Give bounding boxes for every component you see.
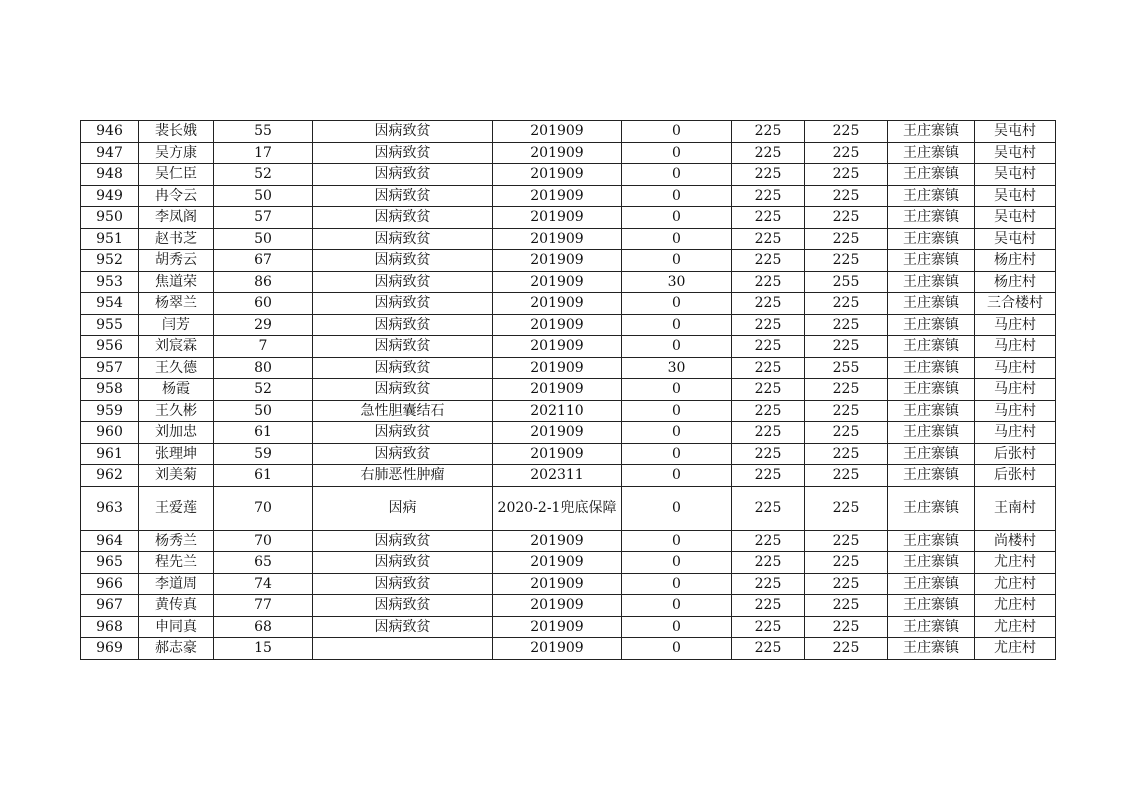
reason-cell: 因病致贫	[313, 530, 493, 552]
name-cell: 杨霞	[139, 379, 214, 401]
town-cell: 王庄寨镇	[888, 638, 975, 660]
extra-amount-cell: 0	[622, 422, 732, 444]
total-amount-cell: 225	[805, 142, 888, 164]
village-cell: 杨庄村	[975, 250, 1056, 272]
base-amount-cell: 225	[732, 443, 805, 465]
date-cell: 201909	[493, 530, 622, 552]
extra-amount-cell: 0	[622, 400, 732, 422]
date-cell: 201909	[493, 422, 622, 444]
town-cell: 王庄寨镇	[888, 443, 975, 465]
age-cell: 55	[214, 121, 313, 143]
reason-cell: 因病致贫	[313, 185, 493, 207]
reason-cell: 急性胆囊结石	[313, 400, 493, 422]
village-cell: 吴屯村	[975, 164, 1056, 186]
table-row	[81, 616, 1056, 638]
date-cell: 201909	[493, 164, 622, 186]
town-cell: 王庄寨镇	[888, 271, 975, 293]
village-cell: 尚楼村	[975, 530, 1056, 552]
reason-cell: 因病致贫	[313, 379, 493, 401]
town-cell: 王庄寨镇	[888, 379, 975, 401]
name-cell: 申同真	[139, 616, 214, 638]
extra-amount-cell: 0	[622, 207, 732, 229]
extra-amount-cell: 0	[622, 616, 732, 638]
row-number-cell: 965	[81, 552, 139, 574]
age-cell: 74	[214, 573, 313, 595]
village-cell: 三合楼村	[975, 293, 1056, 315]
reason-cell: 因病致贫	[313, 293, 493, 315]
reason-cell	[313, 638, 493, 660]
name-cell: 刘宸霖	[139, 336, 214, 358]
row-number-cell: 950	[81, 207, 139, 229]
age-cell: 61	[214, 465, 313, 487]
age-cell: 86	[214, 271, 313, 293]
date-cell: 2020-2-1兜底保障	[493, 486, 622, 530]
village-cell: 吴屯村	[975, 207, 1056, 229]
total-amount-cell: 225	[805, 314, 888, 336]
age-cell: 50	[214, 400, 313, 422]
name-cell: 张理坤	[139, 443, 214, 465]
reason-cell: 因病致贫	[313, 422, 493, 444]
table-row	[81, 379, 1056, 401]
name-cell: 程先兰	[139, 552, 214, 574]
row-number-cell: 949	[81, 185, 139, 207]
row-number-cell: 964	[81, 530, 139, 552]
date-cell: 201909	[493, 573, 622, 595]
total-amount-cell: 225	[805, 486, 888, 530]
date-cell: 201909	[493, 142, 622, 164]
total-amount-cell: 225	[805, 616, 888, 638]
town-cell: 王庄寨镇	[888, 293, 975, 315]
name-cell: 刘美菊	[139, 465, 214, 487]
base-amount-cell: 225	[732, 164, 805, 186]
total-amount-cell: 225	[805, 422, 888, 444]
town-cell: 王庄寨镇	[888, 530, 975, 552]
table-row	[81, 595, 1056, 617]
row-number-cell: 962	[81, 465, 139, 487]
extra-amount-cell: 0	[622, 314, 732, 336]
row-number-cell: 959	[81, 400, 139, 422]
extra-amount-cell: 0	[622, 336, 732, 358]
name-cell: 裴长娥	[139, 121, 214, 143]
date-cell: 201909	[493, 616, 622, 638]
extra-amount-cell: 0	[622, 573, 732, 595]
date-cell: 201909	[493, 250, 622, 272]
name-cell: 冉令云	[139, 185, 214, 207]
name-cell: 李道周	[139, 573, 214, 595]
table-row	[81, 185, 1056, 207]
date-cell: 201909	[493, 121, 622, 143]
total-amount-cell: 225	[805, 228, 888, 250]
town-cell: 王庄寨镇	[888, 595, 975, 617]
age-cell: 70	[214, 530, 313, 552]
date-cell: 201909	[493, 638, 622, 660]
row-number-cell: 956	[81, 336, 139, 358]
row-number-cell: 946	[81, 121, 139, 143]
base-amount-cell: 225	[732, 422, 805, 444]
age-cell: 77	[214, 595, 313, 617]
table-row	[81, 142, 1056, 164]
town-cell: 王庄寨镇	[888, 142, 975, 164]
reason-cell: 因病致贫	[313, 228, 493, 250]
name-cell: 焦道荣	[139, 271, 214, 293]
village-cell: 吴屯村	[975, 185, 1056, 207]
base-amount-cell: 225	[732, 185, 805, 207]
reason-cell: 因病致贫	[313, 142, 493, 164]
row-number-cell: 952	[81, 250, 139, 272]
base-amount-cell: 225	[732, 486, 805, 530]
table-row	[81, 250, 1056, 272]
village-cell: 吴屯村	[975, 142, 1056, 164]
base-amount-cell: 225	[732, 207, 805, 229]
reason-cell: 因病致贫	[313, 207, 493, 229]
age-cell: 67	[214, 250, 313, 272]
extra-amount-cell: 0	[622, 443, 732, 465]
extra-amount-cell: 0	[622, 250, 732, 272]
date-cell: 201909	[493, 357, 622, 379]
total-amount-cell: 225	[805, 121, 888, 143]
row-number-cell: 961	[81, 443, 139, 465]
name-cell: 王久德	[139, 357, 214, 379]
village-cell: 后张村	[975, 465, 1056, 487]
village-cell: 马庄村	[975, 379, 1056, 401]
reason-cell: 因病致贫	[313, 314, 493, 336]
town-cell: 王庄寨镇	[888, 400, 975, 422]
village-cell: 马庄村	[975, 357, 1056, 379]
village-cell: 杨庄村	[975, 271, 1056, 293]
base-amount-cell: 225	[732, 638, 805, 660]
date-cell: 201909	[493, 443, 622, 465]
total-amount-cell: 225	[805, 573, 888, 595]
table-row	[81, 638, 1056, 660]
total-amount-cell: 225	[805, 207, 888, 229]
date-cell: 201909	[493, 379, 622, 401]
village-cell: 王南村	[975, 486, 1056, 530]
total-amount-cell: 225	[805, 164, 888, 186]
town-cell: 王庄寨镇	[888, 121, 975, 143]
total-amount-cell: 225	[805, 530, 888, 552]
date-cell: 201909	[493, 228, 622, 250]
reason-cell: 因病致贫	[313, 595, 493, 617]
base-amount-cell: 225	[732, 616, 805, 638]
base-amount-cell: 225	[732, 228, 805, 250]
name-cell: 王久彬	[139, 400, 214, 422]
total-amount-cell: 255	[805, 357, 888, 379]
date-cell: 201909	[493, 293, 622, 315]
reason-cell: 因病致贫	[313, 164, 493, 186]
extra-amount-cell: 0	[622, 164, 732, 186]
row-number-cell: 958	[81, 379, 139, 401]
town-cell: 王庄寨镇	[888, 465, 975, 487]
table-row	[81, 357, 1056, 379]
table-row	[81, 552, 1056, 574]
name-cell: 王爱莲	[139, 486, 214, 530]
age-cell: 15	[214, 638, 313, 660]
extra-amount-cell: 0	[622, 121, 732, 143]
reason-cell: 因病致贫	[313, 616, 493, 638]
total-amount-cell: 225	[805, 293, 888, 315]
name-cell: 杨秀兰	[139, 530, 214, 552]
total-amount-cell: 225	[805, 185, 888, 207]
extra-amount-cell: 0	[622, 486, 732, 530]
table-row	[81, 314, 1056, 336]
date-cell: 201909	[493, 185, 622, 207]
base-amount-cell: 225	[732, 250, 805, 272]
town-cell: 王庄寨镇	[888, 314, 975, 336]
reason-cell: 右肺恶性肿瘤	[313, 465, 493, 487]
total-amount-cell: 225	[805, 250, 888, 272]
row-number-cell: 967	[81, 595, 139, 617]
reason-cell: 因病致贫	[313, 573, 493, 595]
age-cell: 52	[214, 379, 313, 401]
table-row	[81, 530, 1056, 552]
village-cell: 马庄村	[975, 422, 1056, 444]
base-amount-cell: 225	[732, 573, 805, 595]
name-cell: 郝志豪	[139, 638, 214, 660]
beneficiary-table	[80, 120, 1056, 660]
base-amount-cell: 225	[732, 271, 805, 293]
total-amount-cell: 225	[805, 443, 888, 465]
town-cell: 王庄寨镇	[888, 552, 975, 574]
extra-amount-cell: 0	[622, 552, 732, 574]
reason-cell: 因病致贫	[313, 271, 493, 293]
town-cell: 王庄寨镇	[888, 164, 975, 186]
total-amount-cell: 225	[805, 336, 888, 358]
name-cell: 刘加忠	[139, 422, 214, 444]
extra-amount-cell: 0	[622, 465, 732, 487]
town-cell: 王庄寨镇	[888, 207, 975, 229]
base-amount-cell: 225	[732, 552, 805, 574]
extra-amount-cell: 0	[622, 379, 732, 401]
base-amount-cell: 225	[732, 142, 805, 164]
extra-amount-cell: 0	[622, 638, 732, 660]
reason-cell: 因病致贫	[313, 552, 493, 574]
name-cell: 杨翠兰	[139, 293, 214, 315]
date-cell: 202311	[493, 465, 622, 487]
table-row	[81, 207, 1056, 229]
village-cell: 后张村	[975, 443, 1056, 465]
total-amount-cell: 225	[805, 400, 888, 422]
village-cell: 马庄村	[975, 314, 1056, 336]
name-cell: 李凤阁	[139, 207, 214, 229]
name-cell: 胡秀云	[139, 250, 214, 272]
total-amount-cell: 225	[805, 465, 888, 487]
date-cell: 201909	[493, 595, 622, 617]
row-number-cell: 957	[81, 357, 139, 379]
village-cell: 吴屯村	[975, 228, 1056, 250]
row-number-cell: 955	[81, 314, 139, 336]
row-number-cell: 951	[81, 228, 139, 250]
age-cell: 60	[214, 293, 313, 315]
row-number-cell: 966	[81, 573, 139, 595]
town-cell: 王庄寨镇	[888, 336, 975, 358]
row-number-cell: 968	[81, 616, 139, 638]
date-cell: 201909	[493, 314, 622, 336]
table-row	[81, 400, 1056, 422]
row-number-cell: 969	[81, 638, 139, 660]
extra-amount-cell: 0	[622, 293, 732, 315]
name-cell: 吴方康	[139, 142, 214, 164]
row-number-cell: 963	[81, 486, 139, 530]
age-cell: 29	[214, 314, 313, 336]
row-number-cell: 948	[81, 164, 139, 186]
table-row	[81, 465, 1056, 487]
date-cell: 201909	[493, 336, 622, 358]
reason-cell: 因病致贫	[313, 250, 493, 272]
table-row	[81, 271, 1056, 293]
age-cell: 68	[214, 616, 313, 638]
base-amount-cell: 225	[732, 336, 805, 358]
town-cell: 王庄寨镇	[888, 486, 975, 530]
village-cell: 尤庄村	[975, 552, 1056, 574]
name-cell: 黄传真	[139, 595, 214, 617]
date-cell: 201909	[493, 552, 622, 574]
town-cell: 王庄寨镇	[888, 573, 975, 595]
total-amount-cell: 225	[805, 552, 888, 574]
town-cell: 王庄寨镇	[888, 616, 975, 638]
table-row	[81, 164, 1056, 186]
table-row	[81, 486, 1056, 530]
total-amount-cell: 255	[805, 271, 888, 293]
village-cell: 尤庄村	[975, 595, 1056, 617]
name-cell: 吴仁臣	[139, 164, 214, 186]
village-cell: 尤庄村	[975, 573, 1056, 595]
town-cell: 王庄寨镇	[888, 250, 975, 272]
row-number-cell: 947	[81, 142, 139, 164]
base-amount-cell: 225	[732, 293, 805, 315]
base-amount-cell: 225	[732, 357, 805, 379]
village-cell: 吴屯村	[975, 121, 1056, 143]
table-row	[81, 422, 1056, 444]
age-cell: 50	[214, 228, 313, 250]
base-amount-cell: 225	[732, 400, 805, 422]
table-body	[81, 121, 1056, 660]
extra-amount-cell: 0	[622, 228, 732, 250]
table-row	[81, 121, 1056, 143]
table-row	[81, 228, 1056, 250]
reason-cell: 因病	[313, 486, 493, 530]
age-cell: 50	[214, 185, 313, 207]
town-cell: 王庄寨镇	[888, 422, 975, 444]
base-amount-cell: 225	[732, 595, 805, 617]
village-cell: 尤庄村	[975, 616, 1056, 638]
name-cell: 赵书芝	[139, 228, 214, 250]
extra-amount-cell: 0	[622, 530, 732, 552]
village-cell: 马庄村	[975, 400, 1056, 422]
table-row	[81, 443, 1056, 465]
total-amount-cell: 225	[805, 379, 888, 401]
extra-amount-cell: 0	[622, 595, 732, 617]
reason-cell: 因病致贫	[313, 443, 493, 465]
town-cell: 王庄寨镇	[888, 185, 975, 207]
age-cell: 57	[214, 207, 313, 229]
date-cell: 201909	[493, 271, 622, 293]
age-cell: 61	[214, 422, 313, 444]
row-number-cell: 953	[81, 271, 139, 293]
date-cell: 202110	[493, 400, 622, 422]
age-cell: 65	[214, 552, 313, 574]
extra-amount-cell: 0	[622, 142, 732, 164]
age-cell: 59	[214, 443, 313, 465]
age-cell: 17	[214, 142, 313, 164]
village-cell: 尤庄村	[975, 638, 1056, 660]
reason-cell: 因病致贫	[313, 121, 493, 143]
base-amount-cell: 225	[732, 465, 805, 487]
age-cell: 70	[214, 486, 313, 530]
date-cell: 201909	[493, 207, 622, 229]
table-row	[81, 336, 1056, 358]
extra-amount-cell: 30	[622, 271, 732, 293]
age-cell: 52	[214, 164, 313, 186]
extra-amount-cell: 30	[622, 357, 732, 379]
age-cell: 7	[214, 336, 313, 358]
reason-cell: 因病致贫	[313, 336, 493, 358]
base-amount-cell: 225	[732, 314, 805, 336]
extra-amount-cell: 0	[622, 185, 732, 207]
base-amount-cell: 225	[732, 530, 805, 552]
row-number-cell: 954	[81, 293, 139, 315]
base-amount-cell: 225	[732, 379, 805, 401]
row-number-cell: 960	[81, 422, 139, 444]
name-cell: 闫芳	[139, 314, 214, 336]
total-amount-cell: 225	[805, 595, 888, 617]
table-row	[81, 293, 1056, 315]
reason-cell: 因病致贫	[313, 357, 493, 379]
town-cell: 王庄寨镇	[888, 357, 975, 379]
table-row	[81, 573, 1056, 595]
total-amount-cell: 225	[805, 638, 888, 660]
town-cell: 王庄寨镇	[888, 228, 975, 250]
base-amount-cell: 225	[732, 121, 805, 143]
age-cell: 80	[214, 357, 313, 379]
village-cell: 马庄村	[975, 336, 1056, 358]
